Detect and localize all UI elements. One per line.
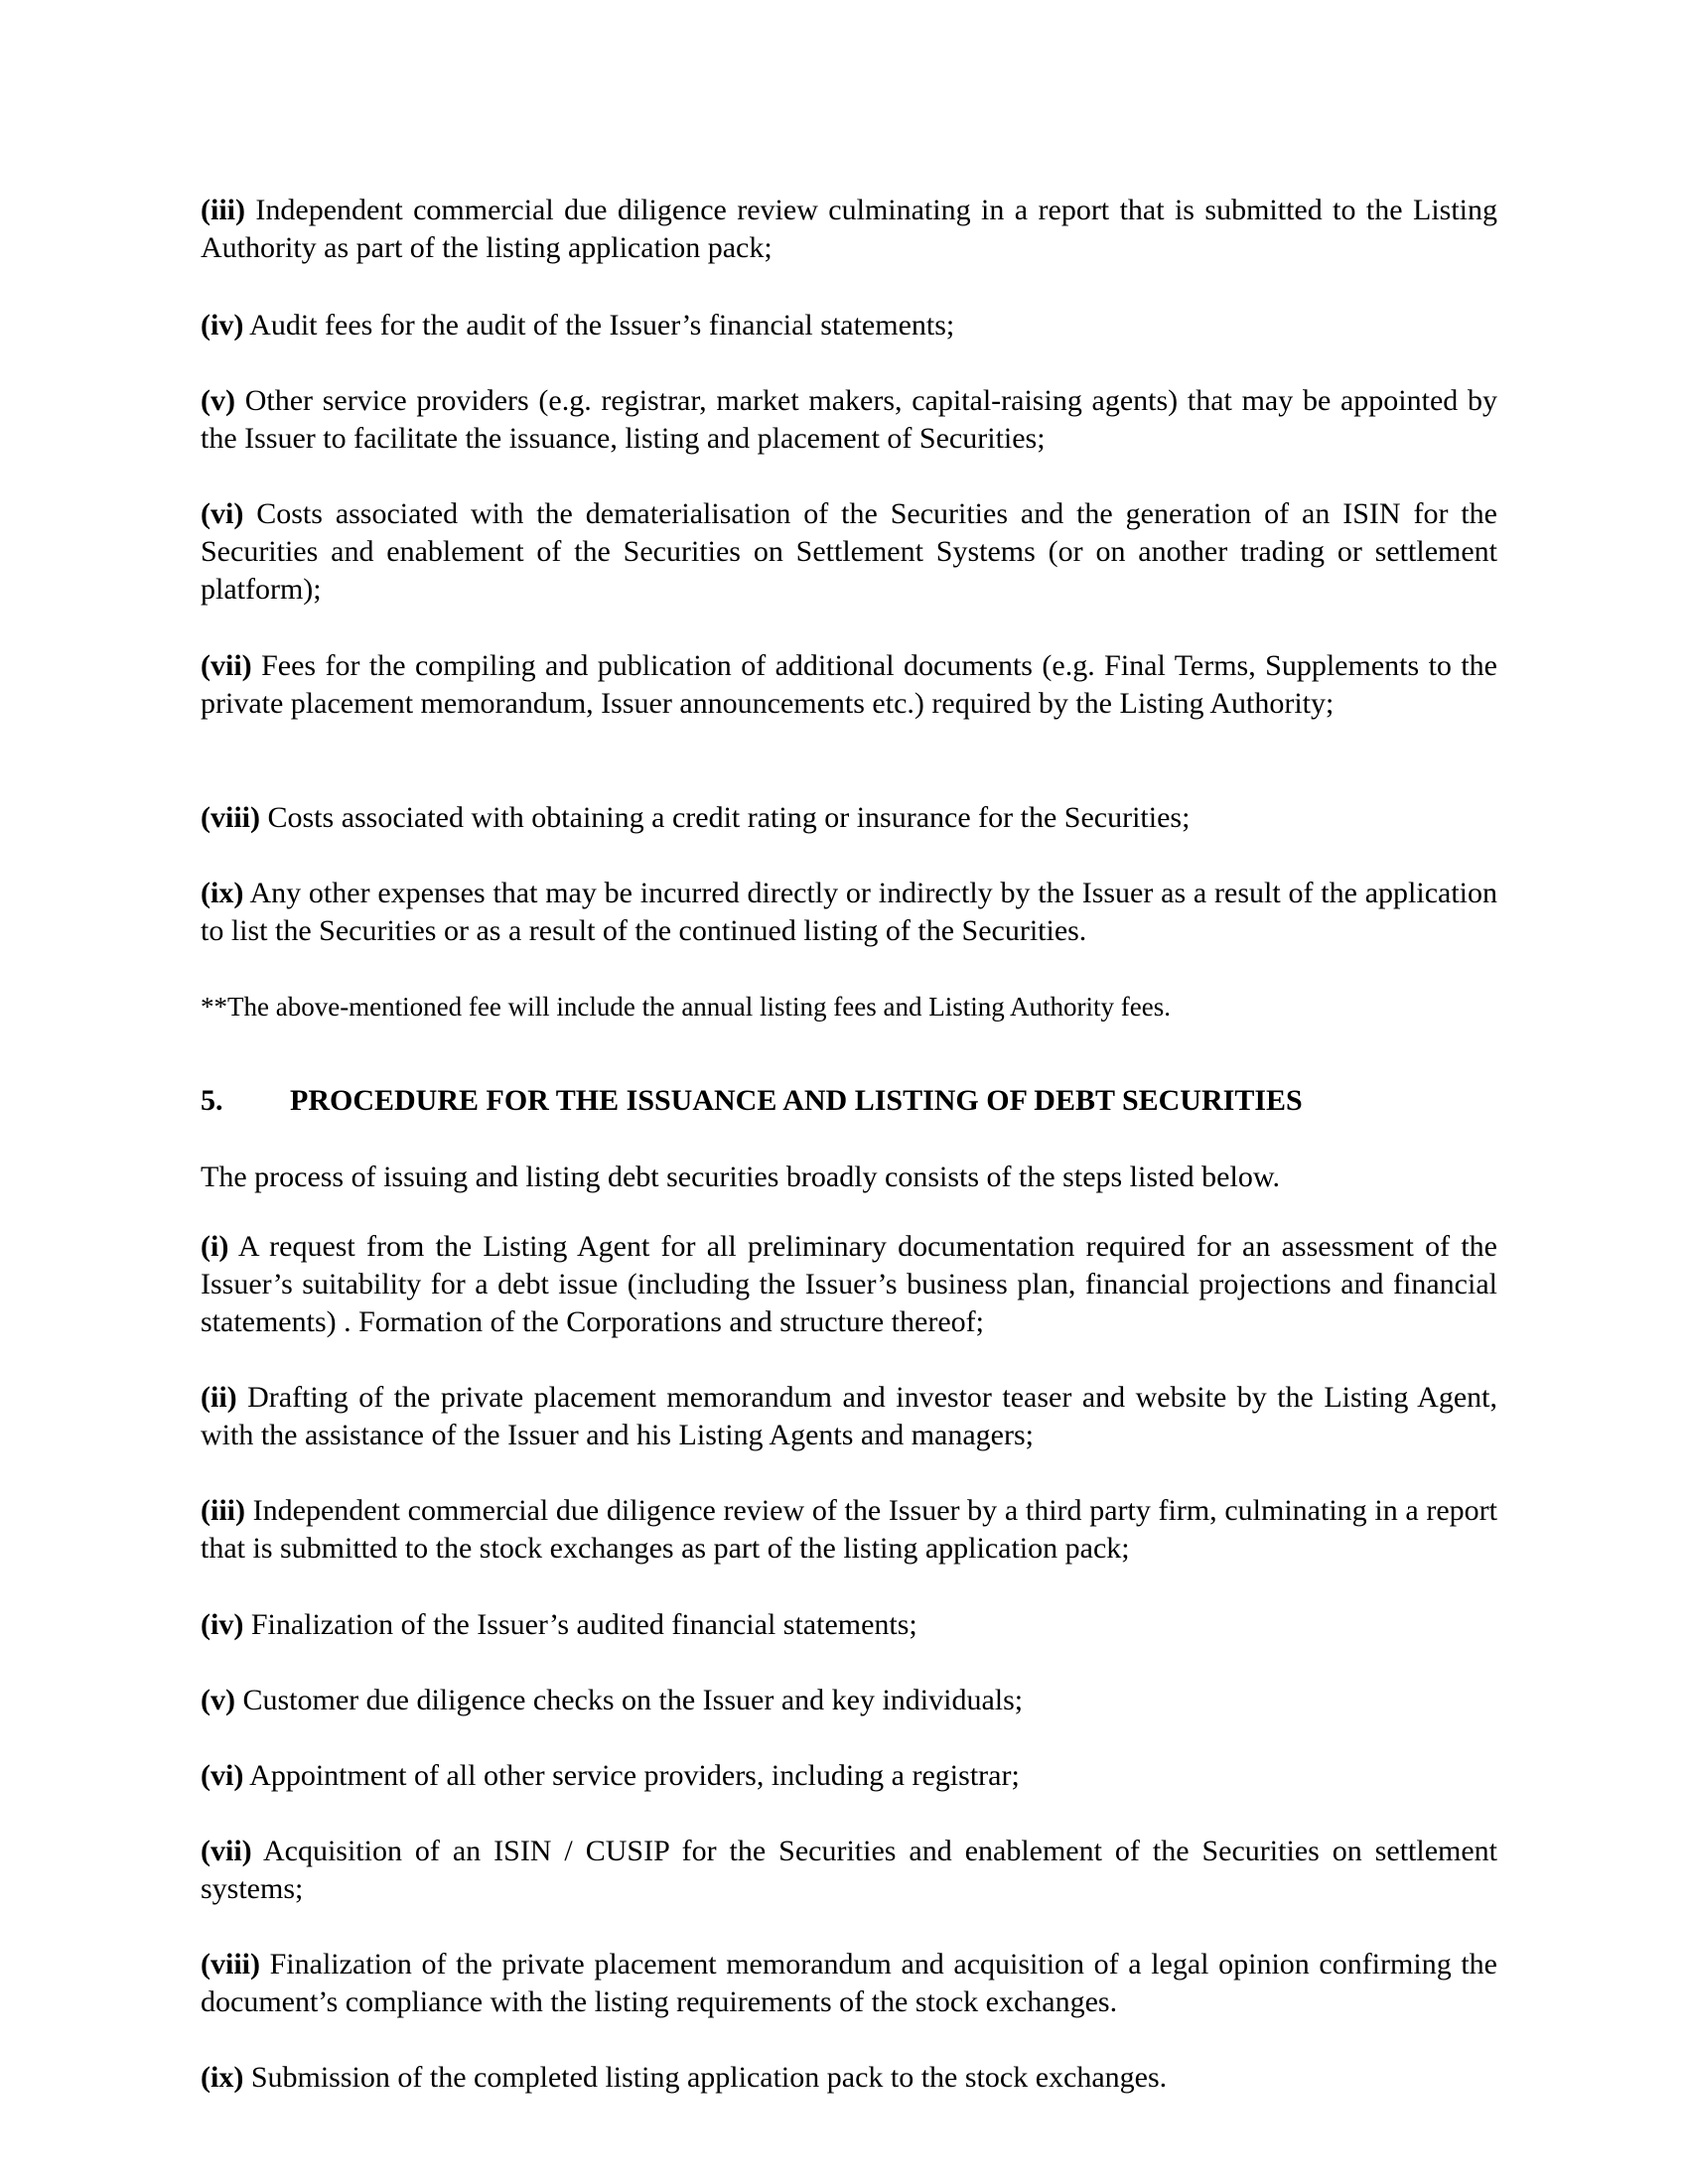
item-number: (ii) — [201, 1381, 237, 1414]
step-item-viii — [201, 1946, 1497, 2021]
item-text: Costs associated with the dematerialisation of the Securities and the generation of an ISIN for the Securities and enablement of the Securities on Settlement Systems (or on another trading or settlement platform); — [201, 497, 1497, 606]
fee-item-vi — [201, 495, 1497, 609]
item-text: Submission of the completed listing application pack to the stock exchanges. — [243, 2061, 1168, 2094]
item-text: Customer due diligence checks on the Issuer and key individuals; — [234, 1684, 1024, 1716]
fee-item-viii — [201, 799, 1497, 837]
item-text: Appointment of all other service providers, including a registrar; — [243, 1759, 1020, 1792]
item-number: (v) — [201, 1684, 235, 1716]
item-number: (iii) — [201, 194, 245, 226]
step-item-vii — [201, 1833, 1497, 1908]
item-text: Costs associated with obtaining a credit rating or insurance for the Securities; — [260, 801, 1191, 834]
item-number: (vii) — [201, 1835, 252, 1867]
item-text: Independent commercial due diligence review of the Issuer by a third party firm, culminating in a report that is submitted to the stock exchanges as part of the listing application pack; — [201, 1494, 1497, 1565]
item-text: Finalization of the Issuer’s audited financial statements; — [243, 1608, 917, 1641]
section-title: PROCEDURE FOR THE ISSUANCE AND LISTING OF DEBT SECURITIES — [290, 1084, 1303, 1117]
item-text: Independent commercial due diligence review culminating in a report that is submitted to the Listing Authority as part of the listing application pack; — [201, 194, 1497, 264]
item-text: A request from the Listing Agent for all preliminary documentation required for an assessment of the Issuer’s suitability for a debt issue (including the Issuer’s business plan, financial projections and financial statements) . Formation of the Corporations and structure thereof; — [201, 1230, 1497, 1338]
item-text: Any other expenses that may be incurred directly or indirectly by the Issuer as a result of the application to list the Securities or as a result of the continued listing of the Securities. — [201, 877, 1497, 947]
section-number: 5. — [201, 1084, 223, 1117]
item-number: (iii) — [201, 1494, 245, 1527]
step-item-ii — [201, 1379, 1497, 1454]
step-item-vi — [201, 1757, 1497, 1795]
item-number: (viii) — [201, 1948, 260, 1980]
step-item-iii — [201, 1492, 1497, 1568]
fee-note: **The above-mentioned fee will include the annual listing fees and Listing Authority fees. — [201, 992, 1171, 1022]
fee-item-iv — [201, 307, 1497, 344]
item-text: Finalization of the private placement memorandum and acquisition of a legal opinion confirming the document’s compliance with the listing requirements of the stock exchanges. — [201, 1948, 1497, 2018]
step-item-v — [201, 1682, 1497, 1719]
fee-item-iii — [201, 192, 1497, 267]
fee-item-ix — [201, 875, 1497, 950]
fee-item-vii — [201, 647, 1497, 723]
item-number: (iv) — [201, 1608, 244, 1641]
item-number: (ix) — [201, 877, 244, 909]
item-number: (i) — [201, 1230, 229, 1263]
item-text: Drafting of the private placement memorandum and investor teaser and website by the Listing Agent, with the assistance of the Issuer and his Listing Agents and managers; — [201, 1381, 1497, 1451]
step-item-iv — [201, 1606, 1497, 1644]
item-number: (vi) — [201, 497, 244, 530]
item-number: (vi) — [201, 1759, 244, 1792]
item-number: (vii) — [201, 649, 252, 682]
item-text: Other service providers (e.g. registrar, market makers, capital-raising agents) that may be appointed by the Issuer to facilitate the issuance, listing and placement of Securities; — [201, 384, 1497, 455]
item-number: (ix) — [201, 2061, 244, 2094]
item-text: Audit fees for the audit of the Issuer’s financial statements; — [243, 309, 955, 341]
fee-item-v — [201, 382, 1497, 458]
item-text: Fees for the compiling and publication of additional documents (e.g. Final Terms, Supplements to the private placement memorandum, Issuer announcements etc.) required by the Listing Authority; — [201, 649, 1497, 720]
step-item-ix — [201, 2059, 1497, 2097]
step-item-i — [201, 1228, 1497, 1341]
item-text: Acquisition of an ISIN / CUSIP for the Securities and enablement of the Securities on settlement systems; — [201, 1835, 1497, 1905]
item-number: (viii) — [201, 801, 260, 834]
item-number: (iv) — [201, 309, 244, 341]
item-number: (v) — [201, 384, 235, 417]
section-intro: The process of issuing and listing debt securities broadly consists of the steps listed below. — [201, 1160, 1281, 1193]
section-heading — [201, 1082, 1497, 1120]
